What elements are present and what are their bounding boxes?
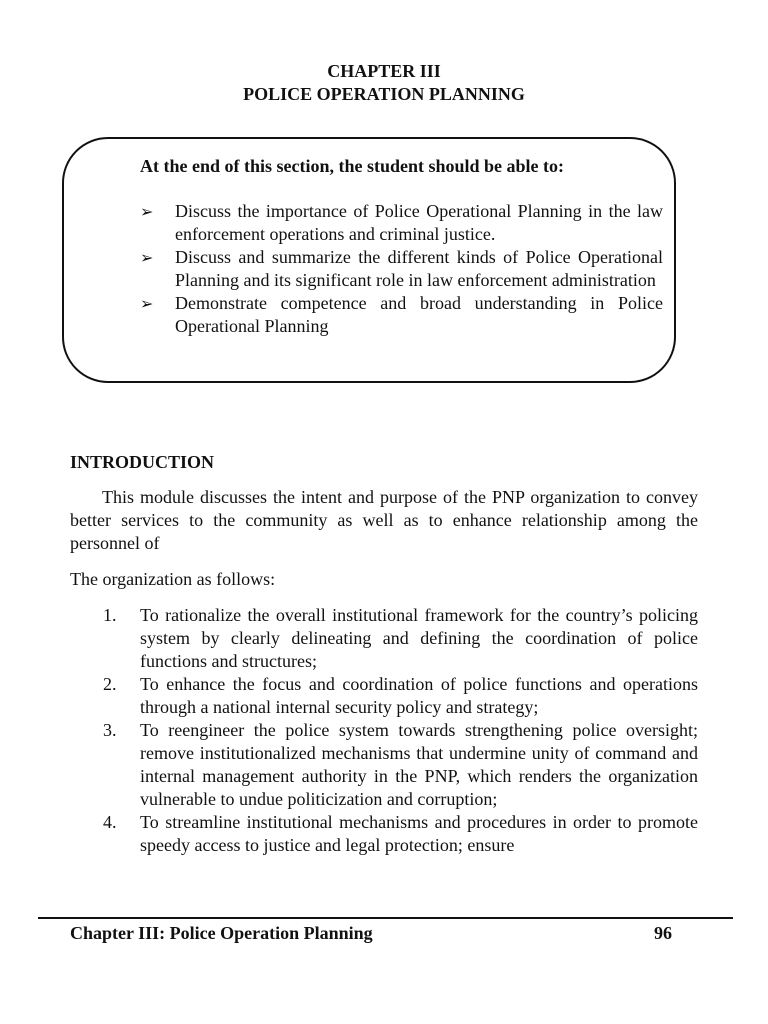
list-number: 4. [103, 812, 117, 832]
chapter-title: POLICE OPERATION PLANNING [243, 84, 525, 104]
objective-item [140, 292, 663, 338]
footer-divider [38, 917, 733, 919]
organization-goals-list [103, 604, 698, 857]
list-item-text: To reengineer the police system towards strengthening police oversight; remove institutionalized mechanisms that undermine unity of command and internal management authority in the PNP, which renders the organization vulnerable to undue politicization and corruption; [140, 720, 698, 809]
list-number: 1. [103, 605, 117, 625]
objectives-intro: At the end of this section, the student should be able to: [140, 156, 565, 176]
objective-item [140, 246, 663, 292]
list-item-text: To rationalize the overall institutional framework for the country’s policing system by clearly delineating and defining the coordination of police functions and structures; [140, 605, 698, 671]
objective-text: Discuss and summarize the different kinds of Police Operational Planning and its significant role in law enforcement administration [175, 247, 663, 290]
arrow-bullet-icon: ➢ [140, 202, 154, 221]
list-item [103, 604, 698, 673]
footer-chapter-title: Chapter III: Police Operation Planning [70, 923, 373, 943]
list-number: 3. [103, 720, 117, 740]
introduction-heading: INTRODUCTION [70, 452, 215, 472]
arrow-bullet-icon: ➢ [140, 248, 154, 267]
objective-item [140, 200, 663, 246]
objective-text: Discuss the importance of Police Operational Planning in the law enforcement operations and criminal justice. [175, 201, 663, 244]
introduction-paragraph: This module discusses the intent and purpose of the PNP organization to convey better services to the community as well as to enhance relationship among the personnel of [70, 487, 698, 553]
list-item [103, 811, 698, 857]
list-number: 2. [103, 674, 117, 694]
arrow-bullet-icon: ➢ [140, 294, 154, 313]
list-item-text: To enhance the focus and coordination of police functions and operations through a national internal security policy and strategy; [140, 674, 698, 717]
list-item-text: To streamline institutional mechanisms and procedures in order to promote speedy access to justice and legal protection; ensure [140, 812, 698, 855]
objective-text: Demonstrate competence and broad understanding in Police Operational Planning [175, 293, 663, 336]
page-number: 96 [654, 923, 672, 943]
organization-lead-in: The organization as follows: [70, 569, 276, 589]
list-item [103, 719, 698, 811]
objectives-list [140, 200, 663, 338]
chapter-heading [0, 60, 768, 106]
chapter-number: CHAPTER III [327, 61, 441, 81]
list-item [103, 673, 698, 719]
